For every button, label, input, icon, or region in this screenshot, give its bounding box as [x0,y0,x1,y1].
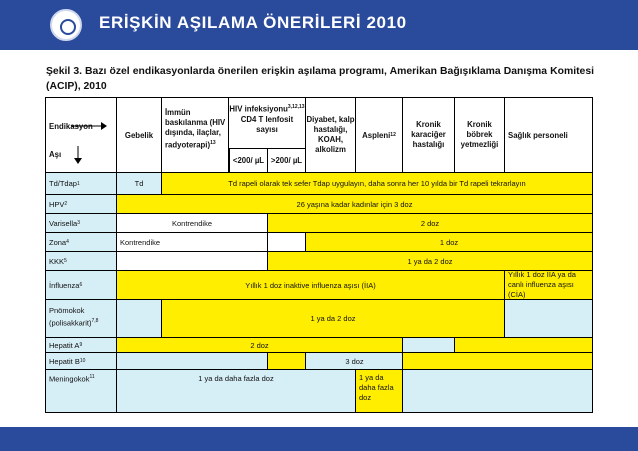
influenza-recommendation: Yıllık 1 doz inaktive influenza aşısı (İIA) [117,271,505,300]
col-asplen [356,97,403,173]
col-bobrek: Kronik böbrek yetmezliği [455,97,505,173]
row-label-hepb-sup: 10 [79,358,86,364]
td-recommendation: Td rapeli olarak tek sefer Tdap uygulayın, daha sonra her 10 yılda bir Td rapeli tekrarlayın [162,173,593,195]
row-label-hepa-text: Hepatit A [49,340,80,350]
pnomokok-recommendation: 1 ya da 2 doz [162,300,505,338]
col-asplen-label: Aspleni [362,130,391,140]
row-label-influenza-text: İnfluenza [49,280,80,290]
footer-bar [0,427,638,451]
corner-top-label: Endikasyon [49,122,93,131]
col-immun-sup: 13 [210,140,216,146]
row-label-influenza [45,271,117,300]
hepa-right-cell [455,338,593,353]
corner-bottom-label: Aşı [49,150,62,159]
col-hiv-high: >200/ µL [268,149,306,173]
col-diyabet: Diyabet, kalp hastalığı, KOAH, alkolizm [306,97,356,173]
row-label-pnomokok-sup: 7,8 [91,318,99,324]
row-label-influenza-sup: 6 [79,282,83,288]
influenza-health-worker: Yıllık 1 doz İİA ya da canlı influenza aşısı (CİA) [505,271,593,300]
hepa-recommendation: 2 doz [117,338,403,353]
row-label-meningokok-sup: 11 [89,374,95,380]
row-label-hepa [45,338,117,353]
kkk-recommendation: 1 ya da 2 doz [268,252,593,271]
row-label-varisella [45,214,117,233]
row-label-td-text: Td/Tdap [49,179,77,188]
row-label-hpv [45,195,117,214]
meningokok-asplen: 1 ya da daha fazla doz [356,370,403,413]
row-label-hpv-sup: 2 [64,201,68,207]
col-asplen-sup: 12 [390,132,396,138]
varisella-contraindicated: Kontrendike [117,214,268,233]
zona-contraindicated: Kontrendike [117,233,268,252]
row-label-varisella-sup: 3 [77,220,80,226]
col-hiv [229,97,306,149]
pnomokok-health-worker [505,300,593,338]
hepa-karaciger-cell [403,338,455,353]
row-label-td [45,173,117,195]
row-label-zona [45,233,117,252]
row-label-pnomokok-text: Pnömokok (polisakkarit) [49,306,92,328]
zona-recommendation: 1 doz [306,233,593,252]
page-title: ERİŞKİN AŞILAMA ÖNERİLERİ 2010 [99,13,407,32]
row-label-meningokok [45,370,117,413]
col-hiv-low: <200/ µL [229,149,268,173]
col-hiv-label: HIV infeksiyonu [229,104,288,114]
figure-caption: Şekil 3. Bazı özel endikasyonlarda önerilen erişkin aşılama programı, Amerikan Bağışıklama Danışma Komitesi (ACIP), 2010 [46,66,594,92]
arrow-down-icon [74,146,82,164]
zona-empty-cell [268,233,306,252]
arrow-right-icon [71,122,107,130]
col-immun [162,97,229,173]
td-gebelik-cell: Td [117,173,162,195]
row-label-hpv-text: HPV [49,199,65,209]
row-label-hepb [45,353,117,370]
meningokok-recommendation: 1 ya da daha fazla doz [117,370,356,413]
row-label-meningokok-text: Meningokok [49,374,90,384]
hepb-recommendation: 3 doz [345,357,364,366]
col-hiv-sup: 3,12,13 [287,104,305,110]
row-label-kkk-sup: 5 [64,258,67,264]
row-label-zona-sup: 4 [66,239,69,245]
hepb-hiv-high-cell [268,353,306,370]
meningokok-right-cell [403,370,593,413]
hepb-left-cell [117,353,268,370]
col-saglik: Sağlık personeli [505,97,593,173]
row-label-pnomokok [45,300,117,338]
row-label-kkk [45,252,117,271]
hpv-recommendation: 26 yaşına kadar kadınlar için 3 doz [117,195,593,214]
col-gebelik: Gebelik [117,97,162,173]
row-label-hepb-text: Hepatit B [49,356,80,366]
hepb-right-cell [403,353,593,370]
row-label-kkk-text: KKK [49,256,65,266]
pnomokok-gebelik-cell [117,300,162,338]
row-label-zona-text: Zona [49,237,67,247]
col-karaciger: Kronik karaciğer hastalığı [403,97,455,173]
kkk-empty-cell [117,252,268,271]
col-hiv-sub: CD4 T lenfosit sayısı [240,114,294,134]
row-label-varisella-text: Varisella [49,218,78,228]
varisella-recommendation: 2 doz [268,214,593,233]
row-label-td-sup: 1 [76,180,80,187]
col-immun-label: İmmün baskılanma (HIV dışında, ilaçlar, radyoterapi) [165,108,226,150]
row-label-hepa-sup: 9 [79,342,83,348]
